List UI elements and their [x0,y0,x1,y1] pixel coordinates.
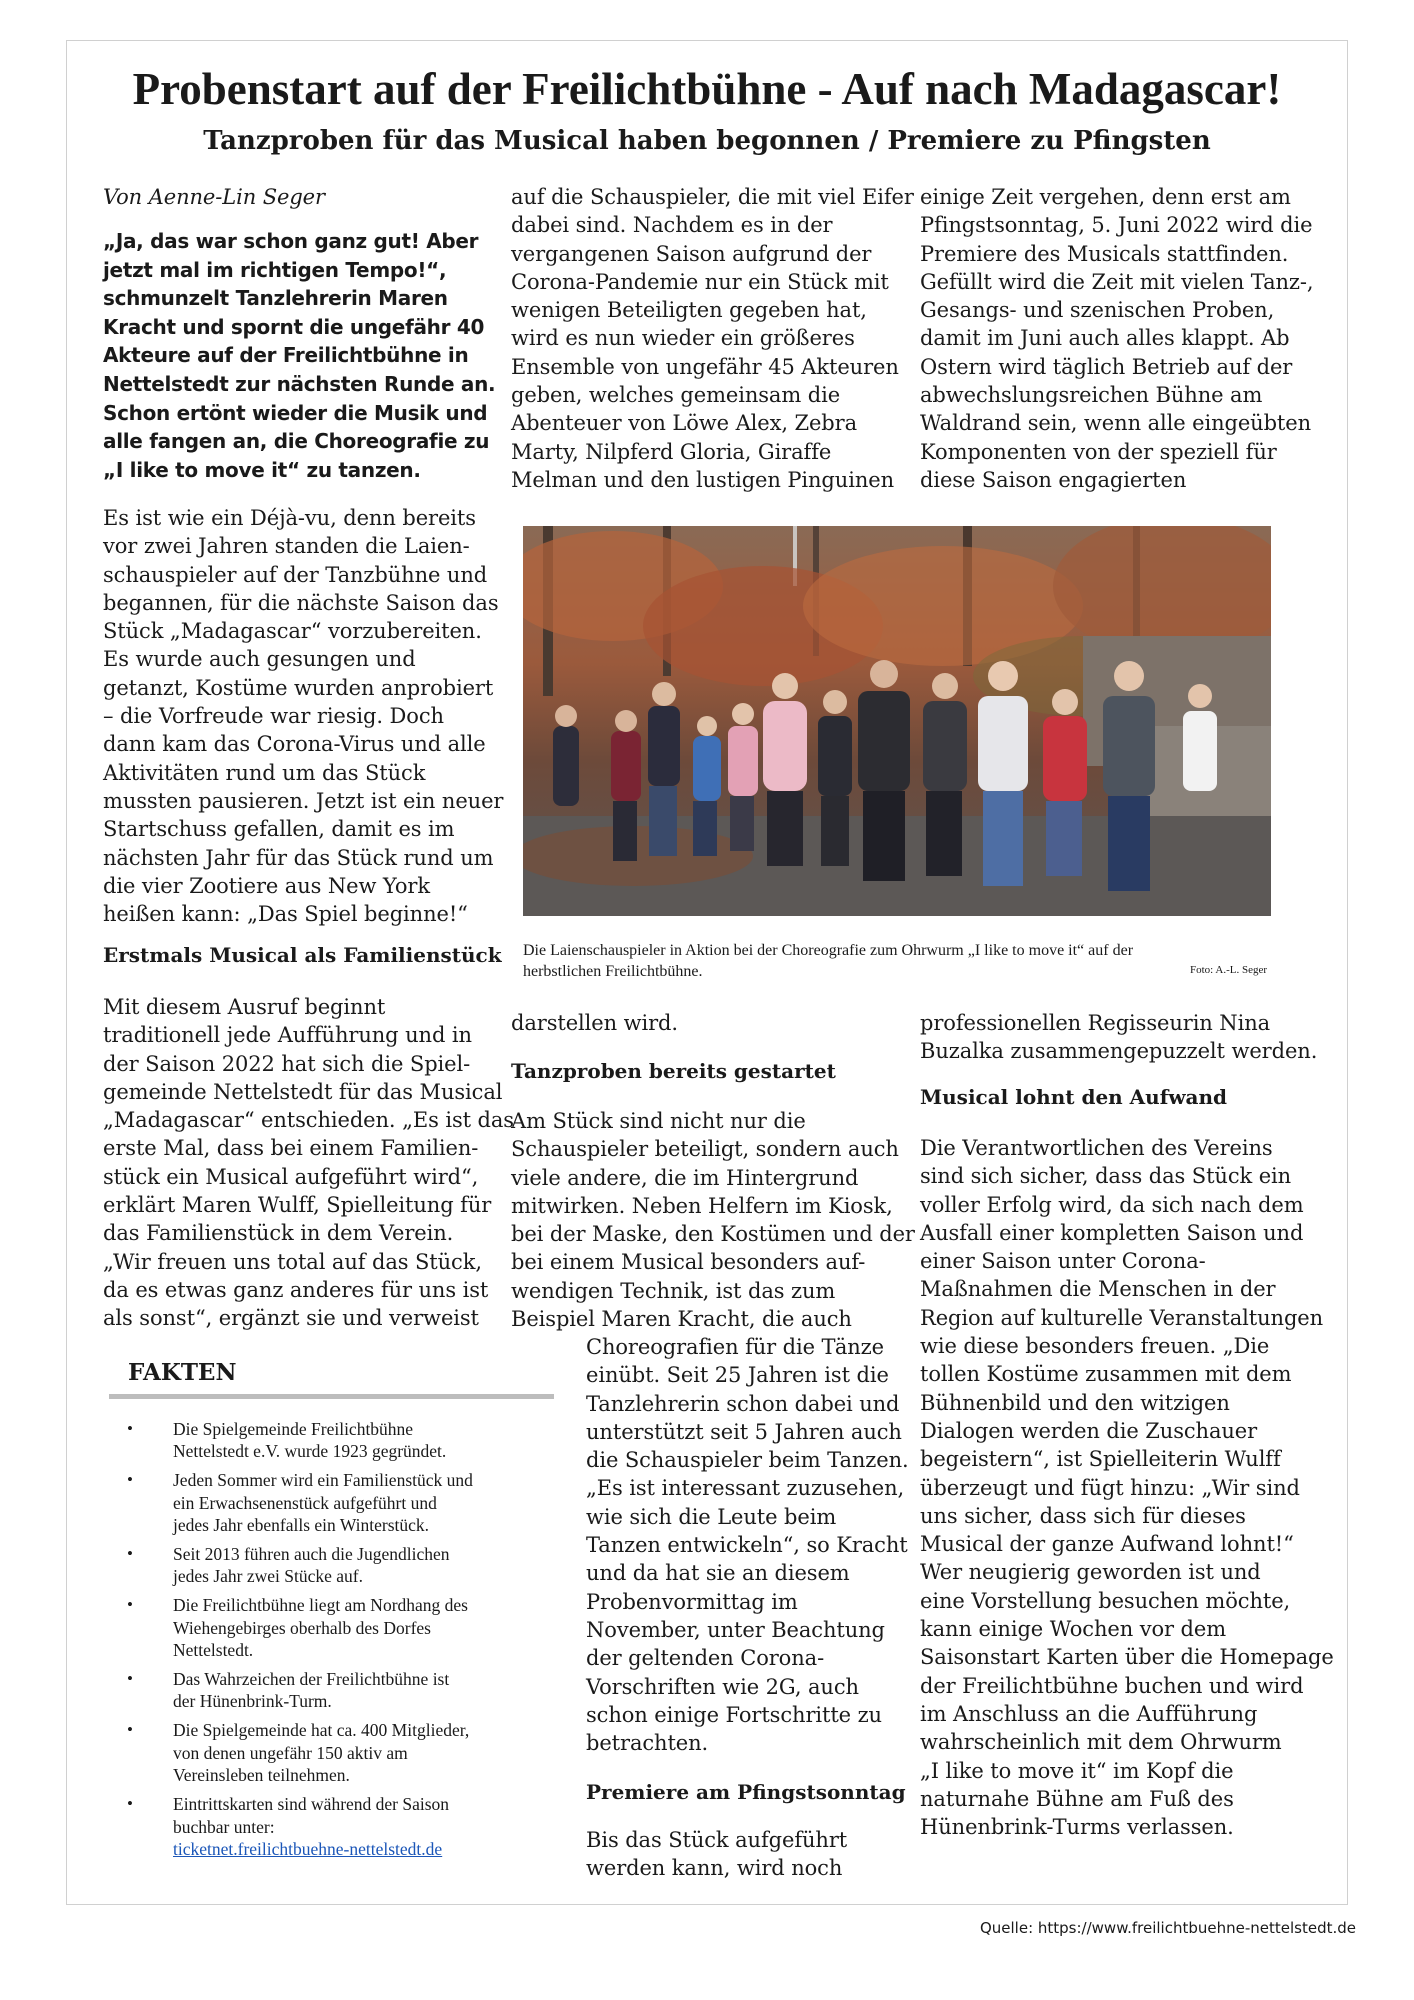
text-line: „Es ist interessant zuzusehen, [586,1476,905,1501]
fakten-line: Das Wahrzeichen der Freilichtbühne ist [173,1669,450,1690]
text-line: Pfingstsonntag, 5. Juni 2022 wird die [920,213,1313,238]
text-line: Akteure auf der Freilichtbühne in [103,343,469,368]
bullet-icon: • [127,1720,133,1740]
text-line: Gefüllt wird die Zeit mit vielen Tanz-, [920,269,1314,294]
text-line: Buzalka zusammengepuzzelt werden. [920,1039,1318,1064]
text-line: werden kann, wird noch [586,1856,843,1881]
section-heading-familienstueck: Erstmals Musical als Familienstück [103,943,502,967]
ticket-link[interactable]: ticketnet.freilichtbuehne-nettelstedt.de [173,1838,443,1859]
text-line: Beispiel Maren Kracht, die auch [511,1307,852,1332]
photo-credit: Foto: A.-L. Seger [1190,964,1267,976]
text-line: erklärt Maren Wulff, Spielleitung für [103,1193,492,1218]
text-line: im Anschluss an die Aufführung [920,1701,1258,1726]
text-line: die vier Zootiere aus New York [103,873,430,898]
text-line: einer Saison unter Corona- [920,1249,1206,1274]
text-line: eine Vorstellung besuchen möchte, [920,1588,1291,1613]
text-line: nächsten Jahr für das Stück rund um [103,845,494,870]
fakten-item [108,1469,528,1536]
bullet-icon: • [127,1595,133,1615]
text-line: das Familienstück in dem Verein. [103,1221,454,1246]
text-line: der Saison 2022 hat sich die Spiel- [103,1051,471,1076]
text-line: und da hat sie an diesem [586,1561,850,1586]
bullet-icon: • [127,1669,133,1689]
text-line: Startschuss gefallen, damit es im [103,817,455,842]
text-line: Bis das Stück aufgeführt [586,1828,848,1852]
bullet-icon: • [127,1419,133,1438]
text-line: wie sich die Leute beim [586,1504,837,1529]
text-line: jetzt mal im richtigen Tempo!“, [103,257,447,282]
subheadline: Tanzproben für das Musical haben begonnen / Premiere zu Pfingsten [203,126,1211,156]
text-line: Abenteuer von Löwe Alex, Zebra [511,411,857,436]
text-line: Die Laienschauspieler in Aktion bei der Choreografie zum Ohrwurm „I like to move it“ auf der [523,942,1134,959]
text-line: Waldrand sein, wenn alle eingeübten [920,411,1312,436]
text-line: getanzt, Kostüme wurden anprobiert [103,675,494,700]
text-line: traditionell jede Aufführung und in [103,1023,472,1048]
text-line: dann kam das Corona-Virus und alle [103,732,486,757]
text-line: Tanzlehrerin schon dabei und [586,1391,900,1416]
text-line: überzeugt und fügt hinzu: „Wir sind [920,1475,1300,1500]
text-line: wie diese besonders freuen. „Die [920,1334,1270,1359]
col2-paragraph-2 [586,1826,916,1883]
text-line: als sonst“, ergänzt sie und verweist [103,1306,479,1331]
text-line: Am Stück sind nicht nur die [511,1109,806,1133]
text-line: Maßnahmen die Menschen in der [920,1277,1276,1302]
text-line: der geltenden Corona- [586,1646,825,1671]
text-line: Marty, Nilpferd Gloria, Giraffe [511,439,832,464]
text-line: bei der Maske, den Kostümen und der [511,1222,915,1247]
text-line: sind sich sicher, dass das Stück ein [920,1164,1292,1189]
text-line: Dialogen werden die Zuschauer [920,1418,1258,1443]
text-line: der Freilichtbühne buchen und wird [920,1673,1304,1698]
body-paragraph-2 [103,993,514,1333]
text-line: „I like to move it“ im Kopf die [920,1758,1234,1783]
fakten-item [108,1793,528,1860]
fakten-line: Die Freilichtbühne liegt am Nordhang des [173,1595,468,1616]
text-line: Region auf kulturelle Veranstaltungen [920,1305,1324,1330]
fakten-line: Wiehengebirges oberhalb des Dorfes [173,1617,431,1638]
fakten-line: Vereinsleben teilnehmen. [173,1765,350,1786]
col3-top-paragraph [920,183,1320,494]
section-heading-premiere: Premiere am Pfingstsonntag [586,1780,906,1804]
text-line: Wer neugierig geworden ist und [920,1560,1261,1585]
text-line: Kracht und spornt die ungefähr 40 [103,314,485,339]
text-line: Probenvormittag im [586,1589,798,1614]
fakten-line: Nettelstedt e.V. wurde 1923 gegründet. [173,1441,447,1462]
fakten-line: von denen ungefähr 150 aktiv am [173,1742,408,1763]
text-line: Schon ertönt wieder die Musik und [103,400,488,425]
text-line: Tanzen entwickeln“, so Kracht [586,1533,908,1558]
text-line: „Ja, das war schon ganz gut! Aber [103,229,479,253]
fakten-item [108,1594,528,1661]
fakten-line: Seit 2013 führen auch die Jugendlichen [173,1544,450,1565]
text-line: stück ein Musical aufgeführt wird“, [103,1164,479,1189]
lead-paragraph [103,227,503,484]
text-line: naturnahe Bühne am Fuß des [920,1786,1234,1811]
text-line: mussten pausieren. Jetzt ist ein neuer [103,788,504,813]
text-line: „I like to move it“ zu tanzen. [103,457,421,482]
text-line: auf die Schauspieler, die mit viel Eifer [511,185,914,209]
text-line: Bühnenbild und den witzigen [920,1390,1230,1415]
text-line: „Wir freuen uns total auf das Stück, [103,1249,482,1274]
bullet-icon: • [127,1470,133,1490]
text-line: Die Verantwortlichen des Vereins [920,1136,1273,1160]
text-line: viele andere, die im Hintergrund [511,1165,859,1190]
fakten-divider [109,1394,554,1399]
fakten-item [108,1668,528,1713]
bullet-icon: • [127,1544,133,1564]
text-line: Choreografien für die Tänze [586,1335,884,1359]
fakten-item [108,1543,528,1588]
text-line: Nettelstedt zur nächsten Runde an. [103,371,496,396]
col2-top-paragraph [511,183,914,494]
text-line: damit im Juni auch alles klappt. Ab [920,326,1290,351]
body-paragraph-1 [103,504,503,928]
text-line: schmunzelt Tanzlehrerin Maren [103,286,448,311]
fakten-heading: FAKTEN [128,1359,237,1386]
bullet-icon: • [127,1794,133,1814]
fakten-line: Nettelstedt. [173,1640,254,1661]
col2-paragraph-1 [511,1107,915,1333]
fakten-line: buchbar unter: [173,1816,275,1837]
col2-paragraph-1-continued [586,1333,916,1757]
text-line: Es wurde auch gesungen und [103,647,416,672]
col2-bottom-continuation: darstellen wird. [511,1011,678,1035]
text-line: – die Vorfreude war riesig. Doch [103,704,444,729]
text-line: vor zwei Jahren standen die Laien- [103,534,470,559]
text-line: alle fangen an, die Choreografie zu [103,429,490,454]
text-line: dabei sind. Nachdem es in der [511,213,833,238]
text-line: schon einige Fortschritte zu [586,1702,882,1727]
text-line: Saisonstart Karten über die Homepage [920,1645,1334,1670]
text-line: voller Erfolg wird, da sich nach dem [920,1192,1304,1217]
fakten-line: der Hünenbrink-Turm. [173,1691,332,1712]
text-line: unterstützt seit 5 Jahren auch [586,1419,902,1444]
text-line: Aktivitäten rund um das Stück [103,760,426,785]
text-line: schauspieler auf der Tanzbühne und [103,562,488,587]
text-line: „Madagascar“ entschieden. „Es ist das [103,1108,514,1133]
text-line: vergangenen Saison aufgrund der [511,241,872,266]
text-line: begeistern“, ist Spielleiterin Wulff [920,1447,1281,1472]
text-line: Stück „Madagascar“ vorzubereiten. [103,619,482,644]
col3-bottom-continuation [920,1009,1320,1066]
fakten-line: jedes Jahr ebenfalls ein Winterstück. [173,1515,430,1536]
text-line: erste Mal, dass bei einem Familien- [103,1136,479,1161]
text-line: einübt. Seit 25 Jahren ist die [586,1363,889,1388]
text-line: kann einige Wochen vor dem [920,1617,1227,1642]
text-line: November, unter Beachtung [586,1617,885,1642]
text-line: Ausfall einer kompletten Saison und [920,1220,1304,1245]
text-line: Gesangs- und szenischen Proben, [920,298,1275,323]
text-line: Corona-Pandemie nur ein Stück mit [511,269,889,294]
text-line: Ensemble von ungefähr 45 Akteuren [511,354,899,379]
text-line: wendigen Technik, ist das zum [511,1278,836,1303]
source-credit: Quelle: https://www.freilichtbuehne-nettelstedt.de [979,1919,1356,1937]
text-line: betrachten. [586,1731,709,1756]
fakten-line: jedes Jahr zwei Stücke auf. [173,1566,363,1587]
text-line: Schauspieler beteiligt, sondern auch [511,1137,899,1162]
fakten-list [108,1418,528,1867]
text-line: Melman und den lustigen Pinguinen [511,467,894,492]
text-line: gemeinde Nettelstedt für das Musical [103,1079,503,1104]
text-line: geben, welches gemeinsam die [511,383,841,408]
section-heading-aufwand: Musical lohnt den Aufwand [920,1085,1228,1109]
text-line: Komponenten von der speziell für [920,439,1277,464]
fakten-item [108,1719,528,1786]
text-line: tollen Kostüme zusammen mit dem [920,1362,1292,1387]
text-line: wenigen Beteiligten gegeben hat, [511,298,867,323]
text-line: begannen, für die nächste Saison das [103,590,499,615]
headline: Probenstart auf der Freilichtbühne - Auf nach Madagascar! [132,64,1282,114]
text-line: Mit diesem Ausruf beginnt [103,995,386,1019]
text-line: heißen kann: „Das Spiel beginne!“ [103,902,468,927]
text-line: da es etwas ganz anderes für uns ist [103,1277,489,1302]
text-line: mitwirken. Neben Helfern im Kiosk, [511,1193,893,1218]
text-line: uns sicher, dass sich für dieses [920,1503,1246,1528]
fakten-line: ein Erwachsenenstück aufgeführt und [173,1492,437,1513]
byline: Von Aenne-Lin Seger [103,185,325,209]
text-line: abwechslungsreichen Bühne am [920,383,1263,408]
text-line: diese Saison engagierten [920,467,1187,492]
text-line: Premiere des Musicals stattfinden. [920,241,1289,266]
fakten-line: Eintrittskarten sind während der Saison [173,1794,450,1815]
rehearsal-photo [523,526,1271,916]
text-line: Musical der ganze Aufwand lohnt!“ [920,1532,1294,1557]
text-line: bei einem Musical besonders auf- [511,1250,866,1275]
text-line: professionellen Regisseurin Nina [920,1011,1271,1035]
text-line: Ostern wird täglich Betrieb auf der [920,354,1293,379]
fakten-line: Die Spielgemeinde Freilichtbühne [173,1419,414,1439]
text-line: Es ist wie ein Déjà-vu, denn bereits [103,506,476,530]
text-line: wird es nun wieder ein größeres [511,326,855,351]
col3-paragraph-1 [920,1134,1334,1841]
fakten-line: Jeden Sommer wird ein Familienstück und [173,1470,473,1491]
section-heading-tanzproben: Tanzproben bereits gestartet [511,1059,836,1083]
text-line: herbstlichen Freilichtbühne. [523,963,703,980]
text-line: Hünenbrink-Turms verlassen. [920,1815,1234,1840]
fakten-item [108,1418,528,1463]
text-line: einige Zeit vergehen, denn erst am [920,185,1291,209]
text-line: die Schauspieler beim Tanzen. [586,1448,909,1473]
text-line: wahrscheinlich mit dem Ohrwurm [920,1730,1282,1755]
text-line: Vorschriften wie 2G, auch [586,1674,859,1699]
fakten-line: Die Spielgemeinde hat ca. 400 Mitglieder, [173,1720,470,1741]
